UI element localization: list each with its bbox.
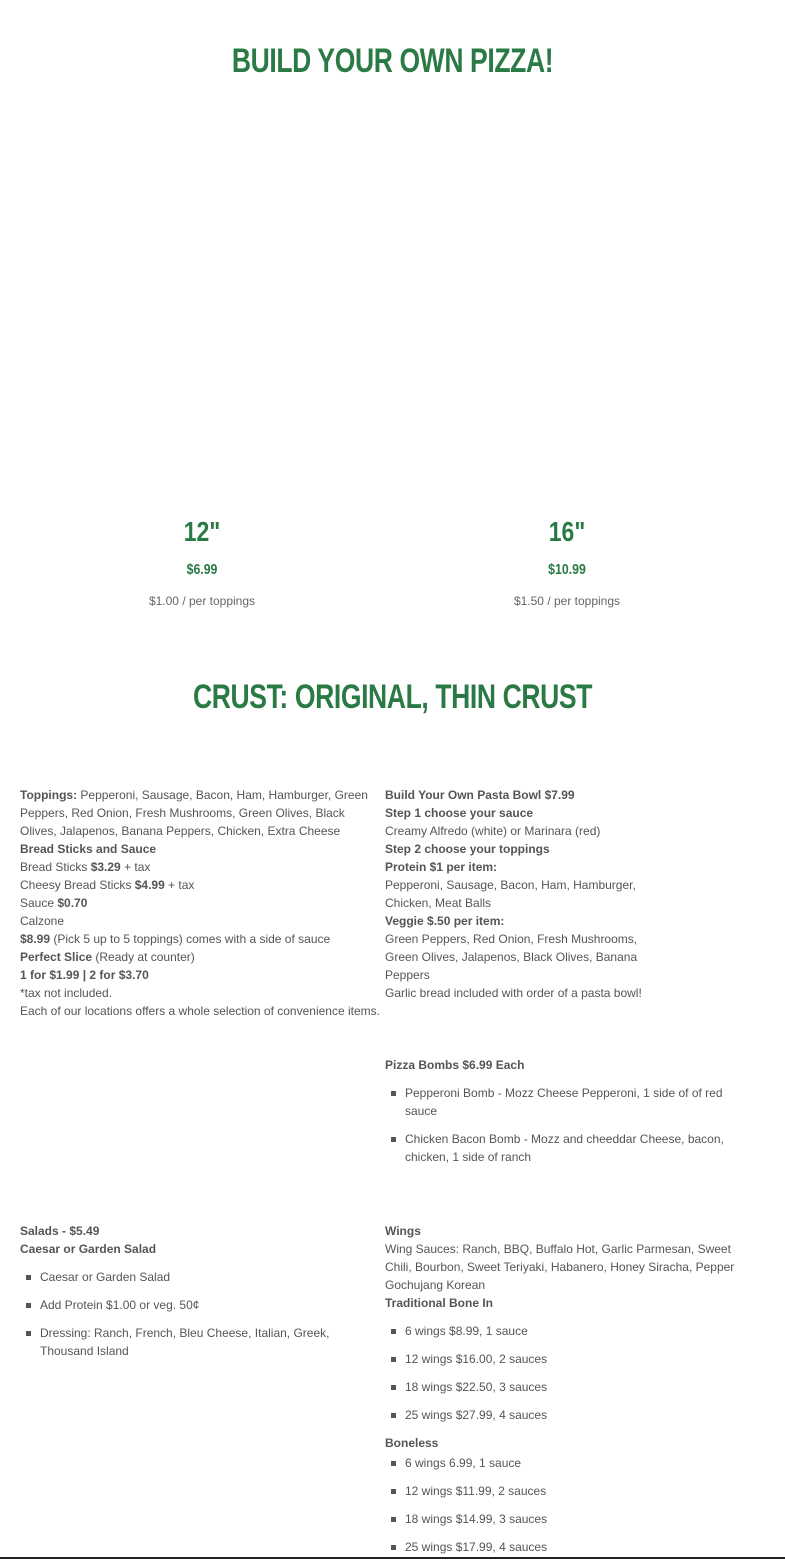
calzone-label: Calzone bbox=[20, 914, 65, 928]
locations-note: Each of our locations offers a whole selection of convenience items. bbox=[20, 1004, 380, 1018]
size-12-card bbox=[77, 516, 327, 610]
list-item: Caesar or Garden Salad bbox=[20, 1268, 380, 1286]
list-item: 12 wings $16.00, 2 sauces bbox=[385, 1350, 735, 1368]
list-item: 18 wings $22.50, 3 sauces bbox=[385, 1378, 735, 1396]
calzone-price: $8.99 bbox=[20, 932, 51, 946]
list-item: 25 wings $27.99, 4 sauces bbox=[385, 1406, 735, 1424]
list-item: Dressing: Ranch, French, Bleu Cheese, Italian, Greek, Thousand Island bbox=[20, 1324, 380, 1360]
calzone-desc: (Pick 5 up to 5 toppings) comes with a side of sauce bbox=[50, 932, 331, 946]
pasta-section bbox=[385, 786, 655, 1002]
sauce-label: Sauce bbox=[20, 896, 58, 910]
list-item: 18 wings $14.99, 3 sauces bbox=[385, 1510, 735, 1528]
sauce-line bbox=[20, 894, 380, 912]
wings-title: Wings bbox=[385, 1224, 421, 1238]
bread-heading: Bread Sticks and Sauce bbox=[20, 842, 157, 856]
slice-desc: (Ready at counter) bbox=[92, 950, 195, 964]
list-item: Pepperoni Bomb - Mozz Cheese Pepperoni, 1 side of of red sauce bbox=[385, 1084, 730, 1120]
topping-price: $1.50 / per toppings bbox=[513, 594, 621, 608]
toppings-list: Pepperoni, Sausage, Bacon, Ham, Hamburger, Green Peppers, Red Onion, Fresh Mushrooms, Green Olives, Black Olives, Jalapenos, Banana Peppers, Chicken, Extra Cheese bbox=[20, 788, 368, 838]
tax-suffix: + tax bbox=[120, 860, 151, 874]
list-item: Chicken Bacon Bomb - Mozz and cheeddar Cheese, bacon, chicken, 1 side of ranch bbox=[385, 1130, 730, 1166]
pasta-title: Build Your Own Pasta Bowl $7.99 bbox=[385, 788, 575, 802]
cheesy-bread-line bbox=[20, 876, 380, 894]
slice-deal: 1 for $1.99 | 2 for $3.70 bbox=[20, 968, 149, 982]
bread-sticks-label: Bread Sticks bbox=[20, 860, 91, 874]
protein-label: Protein $1 per item: bbox=[385, 860, 498, 874]
cheesy-price: $4.99 bbox=[134, 878, 165, 892]
protein-items: Pepperoni, Sausage, Bacon, Ham, Hamburger, Chicken, Meat Balls bbox=[385, 878, 636, 910]
pasta-step-1: Step 1 choose your sauce bbox=[385, 806, 534, 820]
size-label: 12" bbox=[183, 516, 221, 547]
toppings-label: Toppings: bbox=[20, 788, 78, 802]
pizza-bombs-section bbox=[385, 1056, 730, 1176]
traditional-label: Traditional Bone In bbox=[385, 1296, 494, 1310]
wing-sauces: Wing Sauces: Ranch, BBQ, Buffalo Hot, Garlic Parmesan, Sweet Chili, Bourbon, Sweet Teriyaki, Habanero, Honey Siracha, Pepper Gochujang Korean bbox=[385, 1242, 735, 1292]
veggie-items: Green Peppers, Red Onion, Fresh Mushrooms, Green Olives, Jalapenos, Black Olives, Banana Peppers bbox=[385, 932, 638, 982]
slice-label: Perfect Slice bbox=[20, 950, 93, 964]
wings-section bbox=[385, 1222, 735, 1560]
salads-subtitle: Caesar or Garden Salad bbox=[20, 1242, 157, 1256]
bread-sticks-line bbox=[20, 858, 380, 876]
veggie-label: Veggie $.50 per item: bbox=[385, 914, 505, 928]
salads-title: Salads - $5.49 bbox=[20, 1224, 100, 1238]
salads-section bbox=[20, 1222, 380, 1370]
cheesy-label: Cheesy Bread Sticks bbox=[20, 878, 135, 892]
slice-line bbox=[20, 948, 380, 966]
crust-heading: CRUST: ORIGINAL, THIN CRUST bbox=[192, 678, 593, 716]
size-label: 16" bbox=[548, 516, 586, 547]
toppings-line bbox=[20, 786, 380, 840]
toppings-section bbox=[20, 786, 380, 1020]
calzone-line bbox=[20, 930, 380, 948]
sauce-price: $0.70 bbox=[57, 896, 88, 910]
build-your-own-pizza-heading: BUILD YOUR OWN PIZZA! bbox=[231, 42, 554, 80]
size-price: $10.99 bbox=[548, 561, 586, 578]
topping-price: $1.00 / per toppings bbox=[148, 594, 256, 608]
list-item: 6 wings $8.99, 1 sauce bbox=[385, 1322, 735, 1340]
pizza-bombs-title: Pizza Bombs $6.99 Each bbox=[385, 1058, 525, 1072]
pasta-sauces: Creamy Alfredo (white) or Marinara (red) bbox=[385, 824, 601, 838]
list-item: 12 wings $11.99, 2 sauces bbox=[385, 1482, 735, 1500]
list-item: 25 wings $17.99, 4 sauces bbox=[385, 1538, 735, 1556]
size-price: $6.99 bbox=[186, 561, 218, 578]
tax-note: *tax not included. bbox=[20, 986, 113, 1000]
divider bbox=[0, 1557, 785, 1559]
list-item: 6 wings 6.99, 1 sauce bbox=[385, 1454, 735, 1472]
pasta-step-2: Step 2 choose your toppings bbox=[385, 842, 550, 856]
list-item: Add Protein $1.00 or veg. 50¢ bbox=[20, 1296, 380, 1314]
boneless-label: Boneless bbox=[385, 1436, 439, 1450]
garlic-bread-note: Garlic bread included with order of a pasta bowl! bbox=[385, 986, 642, 1000]
tax-suffix: + tax bbox=[164, 878, 195, 892]
bread-sticks-price: $3.29 bbox=[90, 860, 121, 874]
size-16-card bbox=[442, 516, 692, 610]
